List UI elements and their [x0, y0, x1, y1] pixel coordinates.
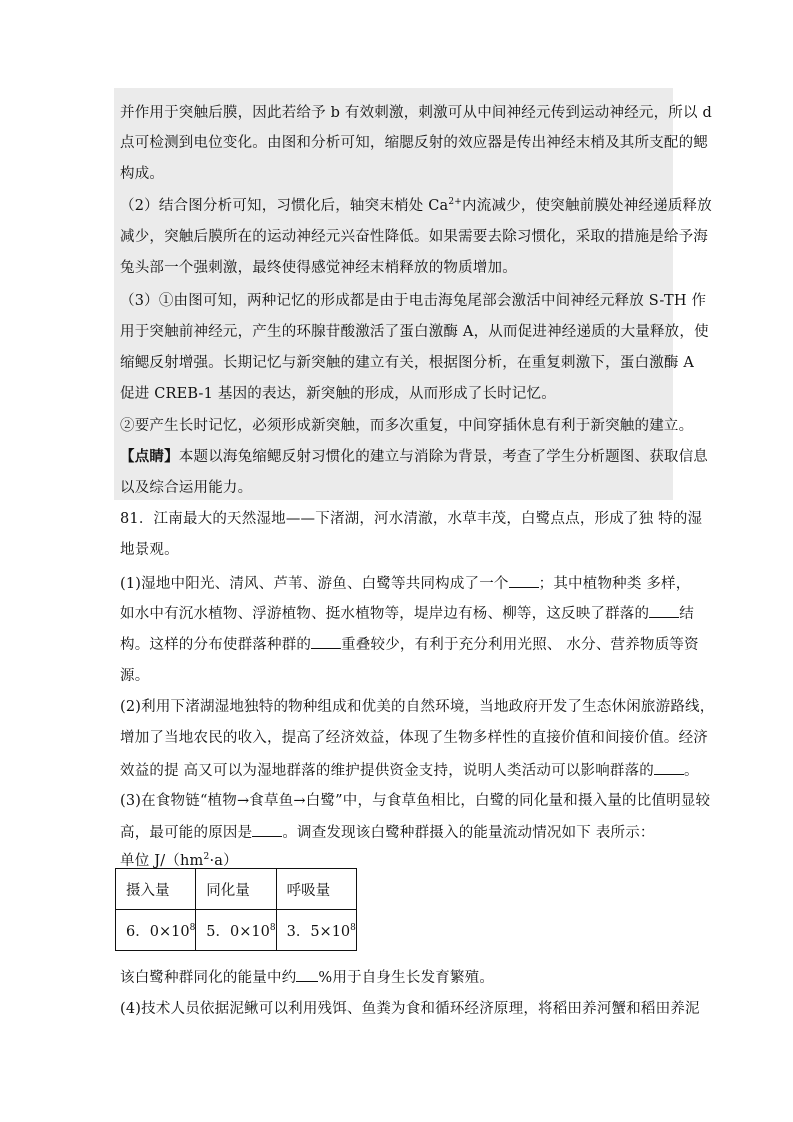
question-81-title: 81．江南最大的天然湿地——下渚湖，河水清澈，水草丰茂，白鹭点点，形成了独 特的湿 [120, 511, 703, 527]
answer-line-6: 兔头部一个强刺激，最终使得感觉神经末梢释放的物质增加。 [120, 260, 517, 276]
q2-text-b: 。 [684, 763, 699, 779]
answer-line-1: 并作用于突触后膜，因此若给予 b 有效刺激，刺激可从中间神经元传到运动神经元，所以 d [120, 105, 712, 121]
answer-line-2: 点可检测到电位变化。由图和分析可知，缩腮反射的效应器是传出神经末梢及其所支配的鳃 [120, 135, 708, 151]
answer-blank-3 [311, 634, 341, 649]
calcium-charge: 2+ [448, 197, 463, 208]
table-header-row [116, 869, 357, 910]
answer-line-12 [120, 447, 709, 467]
answer-line-8: 用于突触前神经元，产生的环腺苷酸激活了蛋白激酶 A，从而促进神经递质的大量释放，使 [120, 324, 709, 340]
question-line-6: 源。 [120, 668, 150, 684]
unit-exponent: 2 [203, 852, 210, 863]
answer-blank-5 [252, 822, 282, 837]
table-row [116, 910, 357, 951]
question-line-3 [120, 573, 691, 594]
q3-text-b: 。调查发现该白鹭种群摄入的能量流动情况如下 表所示： [282, 825, 655, 841]
comment-tag: 【点睛】 [120, 448, 179, 465]
question-line-8: 增加了当地农民的收入，提高了经济效益，体现了生物多样性的直接价值和间接价值。经济 [120, 730, 708, 746]
answer-line-10: 促进 CREB-1 基因的表达，新突触的形成，从而形成了长时记忆。 [120, 386, 556, 402]
header-intake: 摄入量 [116, 869, 196, 910]
unit-text-a: 单位 J/（hm [120, 853, 204, 869]
value-assimilation: 5．$0\times 10^8$ [196, 910, 276, 951]
header-assimilation: 同化量 [196, 869, 276, 910]
answer-line-3: 构成。 [120, 166, 165, 182]
unit-text-b: ·a） [209, 853, 238, 869]
question-line-13: (4)技术人员依据泥鳅可以利用残饵、鱼粪为食和循环经济原理，将稻田养河蟹和稻田养泥 [120, 1001, 700, 1017]
answer-line-13: 以及综合运用能力。 [120, 480, 253, 496]
answer-line-4-part-a: （2）结合图分析可知，习惯化后，轴突末梢处 Ca [120, 198, 449, 214]
value-respiration: 3．$5\times 10^8$ [276, 910, 356, 951]
answer-line-9: 缩鳃反射增强。长期记忆与新突触的建立有关，根据图分析，在重复刺激下，蛋白激酶 A [120, 355, 695, 371]
question-line-10: (3)在食物链“植物→食草鱼→白鹭”中，与食草鱼相比，白鹭的同化量和摄入量的比值明显较 [120, 793, 711, 809]
energy-flow-table [115, 868, 357, 951]
answer-blank-4 [654, 760, 684, 775]
answer-line-4-part-b: 内流减少，使突触前膜处神经递质释放 [462, 198, 712, 214]
q3-text-a: 高，最可能的原因是 [120, 825, 253, 841]
q3-text-c: 该白鹭种群同化的能量中约 [120, 970, 297, 986]
question-line-2: 地景观。 [120, 542, 179, 558]
answer-line-7: （3）①由图可知，两种记忆的形成都是由于电击海兔尾部会激活中间神经元释放 S-TH 作 [120, 293, 707, 309]
answer-blank-2 [649, 603, 679, 618]
answer-line-5: 减少，突触后膜所在的运动神经元兴奋性降低。如果需要去除习惯化，采取的措施是给予海 [120, 229, 708, 245]
answer-line-11: ②要产生长时记忆，必须形成新突触，而多次重复，中间穿插休息有利于新突触的建立。 [120, 418, 694, 434]
value-intake: 6．$0\times 10^8$ [116, 910, 196, 951]
answer-blank-6 [296, 967, 318, 982]
q2-text-a: 效益的提 高又可以为湿地群落的维护提供资金支持，说明人类活动可以影响群落的 [120, 763, 655, 779]
question-line-7: (2)利用下渚湖湿地独特的物种组成和优美的自然环境，当地政府开发了生态休闲旅游路线， [120, 699, 715, 715]
q1-text-c: 如水中有沉水植物、浮游植物、挺水植物等，堤岸边有杨、柳等，这反映了群落的 [120, 606, 650, 622]
question-line-9 [120, 760, 699, 781]
comment-text: 本题以海兔缩鳃反射习惯化的建立与消除为背景，考查了学生分析题图、获取信息 [178, 449, 709, 465]
question-line-11 [120, 822, 675, 843]
q1-text-b: ；其中植物种类 多样， [538, 576, 691, 592]
q1-text-a: (1)湿地中阳光、清风、芦苇、游鱼、白鹭等共同构成了一个 [120, 576, 509, 592]
question-line-12 [120, 967, 675, 988]
q1-text-e: 构。这样的分布使群落种群的 [120, 637, 312, 653]
q1-text-f: 重叠较少，有利于充分利用光照、 水分、营养物质等资 [341, 637, 699, 653]
header-respiration: 呼吸量 [276, 869, 356, 910]
question-line-5 [120, 634, 699, 655]
q1-text-d: 结 [679, 606, 694, 622]
question-line-4 [120, 603, 694, 624]
q3-text-d: %用于自身生长发育繁殖。 [318, 970, 495, 986]
answer-line-4 [120, 196, 712, 216]
answer-blank-1 [509, 573, 539, 588]
